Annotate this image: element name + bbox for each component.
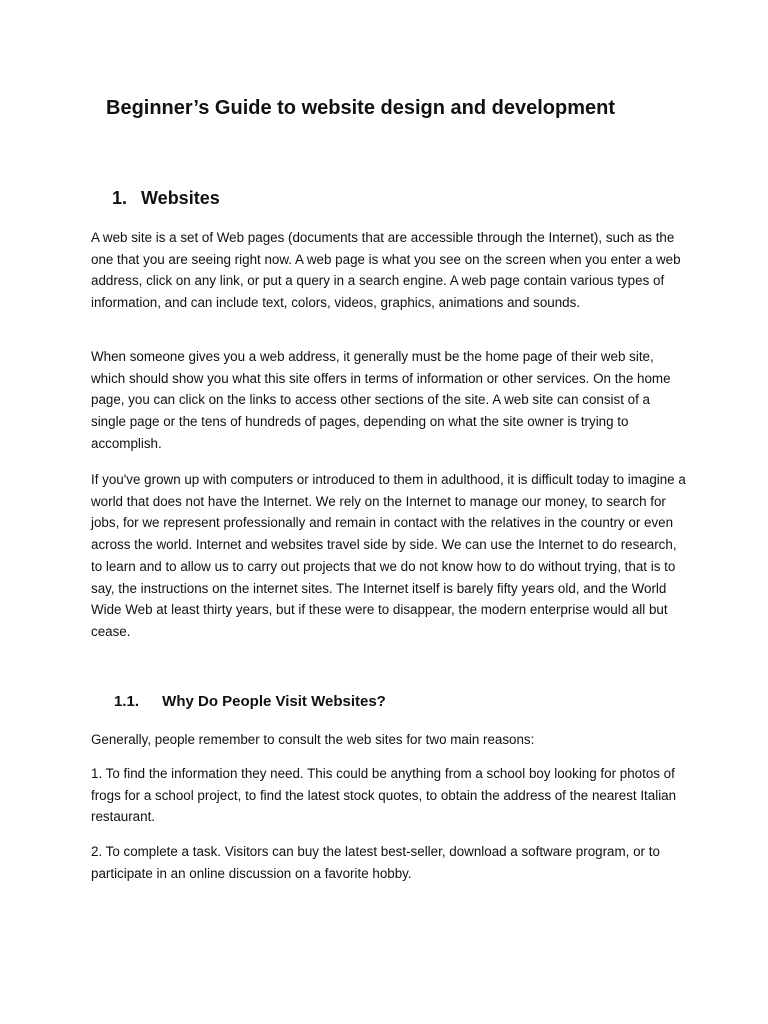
paragraph-reasons-intro: Generally, people remember to consult the web sites for two main reasons: [91, 732, 535, 747]
paragraph-reason-task: 2. To complete a task. Visitors can buy the latest best-seller, download a software program, or to participate in an online discussion on a favorite hobby. [91, 844, 660, 881]
paragraph-home-page: When someone gives you a web address, it generally must be the home page of their web site, which should show you what this site offers in terms of information or other services. On the home page, you can click on the links to access other sections of the site. A web site can consist of a single page or the tens of hundreds of pages, depending on what the site owner is trying to accomplish. [91, 349, 671, 451]
paragraph-internet-importance: If you've grown up with computers or introduced to them in adulthood, it is difficult today to imagine a world that does not have the Internet. We rely on the Internet to manage our money, to search for jobs, for we represent professionally and remain in contact with the relatives in the country or even across the world. Internet and websites travel side by side. We can use the Internet to do research, to learn and to allow us to carry out projects that we do not know how to do without trying, that is to say, the instructions on the internet sites. The Internet itself is barely fifty years old, and the World Wide Web at least thirty years, but if these were to disappear, the modern enterprise would all but cease. [91, 472, 686, 639]
paragraph-website-definition: A web site is a set of Web pages (documents that are accessible through the Internet), such as the one that you are seeing right now. A web page is what you see on the screen when you enter a web address, click on any link, or put a query in a search engine. A web page contain various types of information, and can include text, colors, videos, graphics, animations and sounds. [91, 230, 681, 311]
section-title: Websites [141, 188, 220, 208]
subsection-heading [114, 691, 386, 713]
section-heading [112, 185, 220, 211]
subsection-title: Why Do People Visit Websites? [162, 693, 386, 710]
document-title: Beginner’s Guide to website design and development [106, 97, 615, 119]
paragraph-reason-information: 1. To find the information they need. This could be anything from a school boy looking for photos of frogs for a school project, to find the latest stock quotes, to obtain the address of the nearest Italian restaurant. [91, 766, 677, 825]
subsection-number: 1.1. [114, 693, 140, 710]
section-number: 1. [112, 188, 128, 208]
